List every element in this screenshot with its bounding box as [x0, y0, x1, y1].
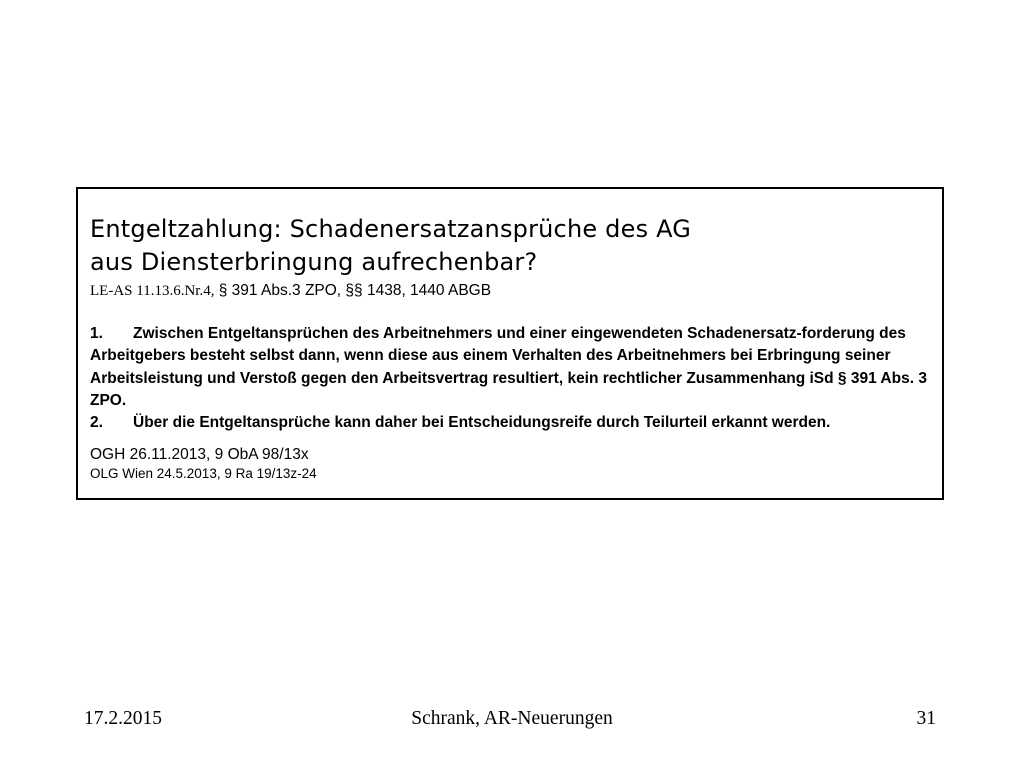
holding-item — [90, 412, 940, 434]
holding-text: Zwischen Entgeltansprüchen des Arbeitnehmers und einer eingewendeten Schadenersatz-forderung des Arbeitgebers besteht selbst dann, wenn diese aus einem Verhalten des Arbeitnehmers bei Erbringung seiner Arbeitsleistung und Verstoß gegen den Arbeitsvertrag resultiert, kein rechtlicher Zusammenhang iSd § 391 Abs. 3 ZPO. — [90, 325, 927, 409]
holding-item — [90, 323, 940, 412]
legal-reference: LE-AS 11.13.6.Nr.4, — [90, 283, 215, 299]
title-line-2: aus Diensterbringung aufrechenbar? — [90, 248, 538, 276]
holding-text: Über die Entgeltansprüche kann daher bei Entscheidungsreife durch Teilurteil erkannt werden. — [133, 414, 831, 432]
holding-number: 1. — [90, 325, 103, 342]
footer-author-topic: Schrank, AR-Neuerungen — [411, 708, 613, 729]
title-line-1: Entgeltzahlung: Schadenersatzansprüche des AG — [90, 215, 692, 243]
footer-date: 17.2.2015 — [84, 708, 162, 729]
holdings-list — [90, 323, 940, 434]
appeal-court-decision: OLG Wien 24.5.2013, 9 Ra 19/13z-24 — [90, 466, 317, 481]
slide-title — [90, 213, 691, 279]
holding-number: 2. — [90, 414, 103, 432]
citation-line — [90, 282, 491, 300]
statute-references: § 391 Abs.3 ZPO, §§ 1438, 1440 ABGB — [214, 282, 492, 299]
ruling-summary-box — [76, 187, 944, 500]
supreme-court-decision: OGH 26.11.2013, 9 ObA 98/13x — [90, 446, 309, 463]
footer-page-number: 31 — [916, 708, 936, 729]
